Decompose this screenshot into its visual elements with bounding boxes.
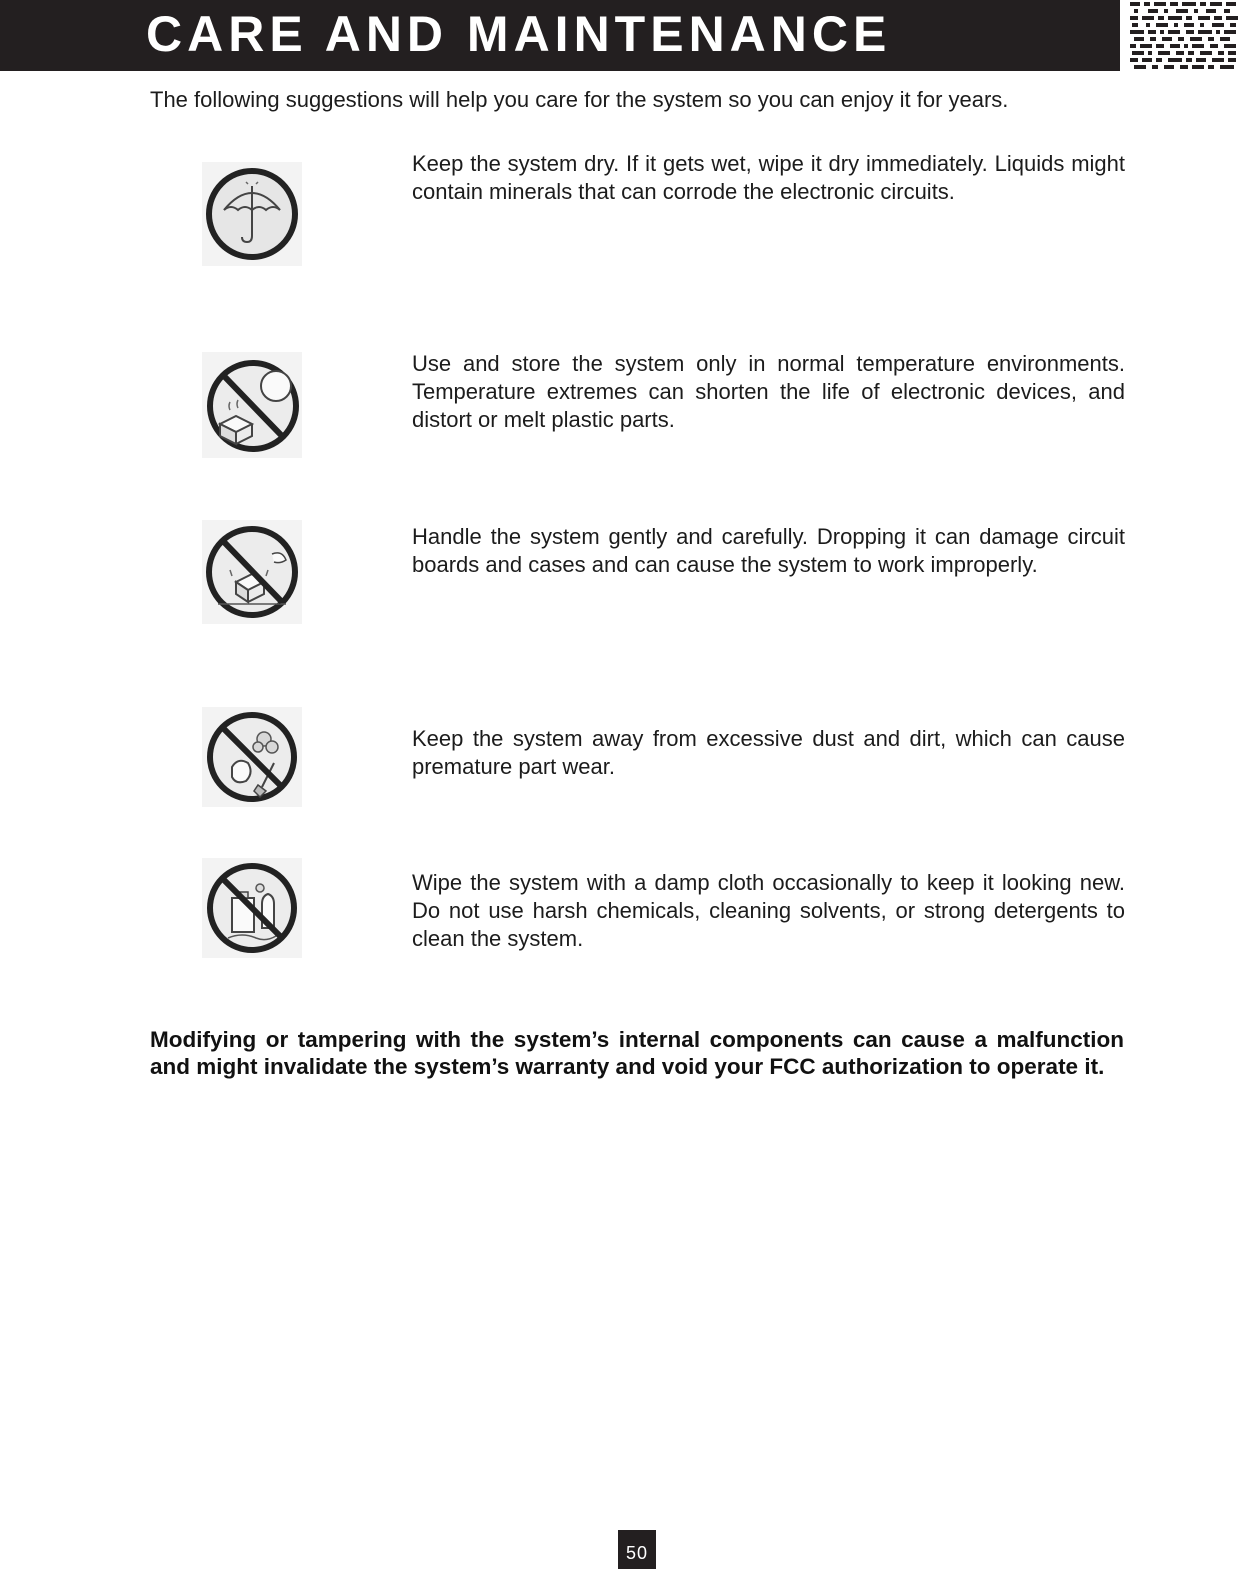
tip-dry-text: Keep the system dry. If it gets wet, wipe it dry immediately. Liquids might contain minerals that can corrode the electronic circuits.	[412, 151, 1125, 204]
page-title: CARE AND MAINTENANCE	[146, 6, 892, 62]
tip-dust-text: Keep the system away from excessive dust and dirt, which can cause premature part wear.	[412, 726, 1125, 779]
no-drop-icon	[202, 520, 302, 624]
tip-handle-text: Handle the system gently and carefully. Dropping it can damage circuit boards and cases and can cause the system to work improperly.	[412, 524, 1125, 577]
decorative-pattern	[1128, 0, 1240, 72]
warning-text: Modifying or tampering with the system’s internal components can cause a malfunction and might invalidate the system’s warranty and void your FCC authorization to operate it.	[150, 1027, 1124, 1079]
tip-clean-text: Wipe the system with a damp cloth occasionally to keep it looking new. Do not use harsh chemicals, cleaning solvents, or strong detergents to clean the system.	[412, 870, 1125, 951]
no-chemicals-icon	[202, 858, 302, 958]
no-dust-icon	[202, 707, 302, 807]
intro-text: The following suggestions will help you care for the system so you can enjoy it for years.	[150, 87, 1009, 112]
tip-temperature-text: Use and store the system only in normal temperature environments. Temperature extremes can shorten the life of electronic devices, and distort or melt plastic parts.	[412, 351, 1125, 432]
umbrella-icon	[202, 162, 302, 266]
page-number: 50	[618, 1530, 656, 1569]
no-heat-icon	[202, 352, 302, 458]
header-bar	[0, 0, 1120, 71]
